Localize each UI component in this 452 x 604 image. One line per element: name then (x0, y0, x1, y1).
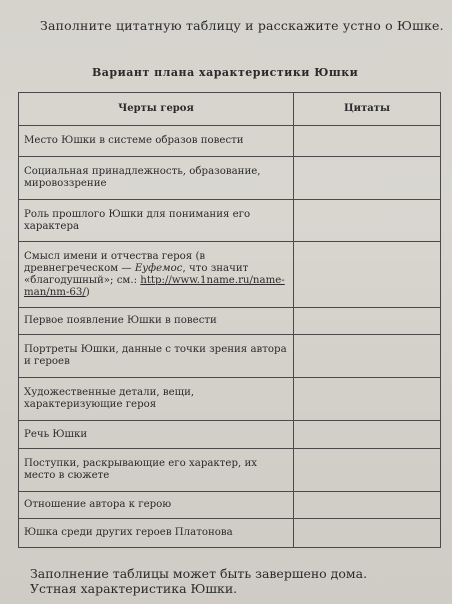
quote-cell[interactable] (294, 449, 441, 492)
trait-cell: Портреты Юшки, данные с точки зрения автора и героев (19, 335, 294, 378)
footer-line: Заполнение таблицы может быть завершено дома. (30, 566, 368, 581)
table-row (19, 157, 441, 200)
table-row (19, 242, 441, 308)
table-header-row (19, 93, 441, 126)
quote-cell[interactable] (294, 200, 441, 242)
table-row (19, 308, 441, 335)
reference-link[interactable]: http://www.1name.ru/name-man/nm-63/ (24, 274, 285, 298)
table-row (19, 421, 441, 449)
trait-cell: Речь Юшки (19, 421, 294, 449)
table-row (19, 449, 441, 492)
table-row (19, 126, 441, 157)
quote-cell[interactable] (294, 242, 441, 308)
greek-name: Еуфемос (134, 262, 183, 274)
trait-cell: Социальная принадлежность, образование, мировоззрение (19, 157, 294, 200)
quote-cell[interactable] (294, 308, 441, 335)
quote-cell[interactable] (294, 335, 441, 378)
quote-cell[interactable] (294, 519, 441, 548)
trait-cell: Место Юшки в системе образов повести (19, 126, 294, 157)
footer-line: Устная характеристика Юшки. (30, 581, 238, 596)
trait-cell: Первое появление Юшки в повести (19, 308, 294, 335)
quote-cell[interactable] (294, 126, 441, 157)
plan-title: Вариант плана характеристики Юшки (92, 66, 359, 79)
trait-text: ) (85, 286, 90, 298)
trait-cell: Поступки, раскрывающие его характер, их место в сюжете (19, 449, 294, 492)
task-instruction: Заполните цитатную таблицу и расскажите устно о Юшке. (40, 18, 444, 33)
table-row (19, 378, 441, 421)
trait-text: Смысл имени и отчества героя (в древнегреческом — (24, 250, 206, 274)
trait-cell (19, 242, 294, 308)
quote-cell[interactable] (294, 492, 441, 519)
footer-note (30, 566, 440, 596)
table-row (19, 335, 441, 378)
quote-cell[interactable] (294, 378, 441, 421)
trait-cell: Художественные детали, вещи, характеризующие героя (19, 378, 294, 421)
header-traits: Черты героя (19, 93, 294, 126)
table-row (19, 492, 441, 519)
trait-cell: Роль прошлого Юшки для понимания его характера (19, 200, 294, 242)
table-row (19, 200, 441, 242)
trait-text: , что значит «благодушный»; см.: (24, 262, 249, 286)
table-row (19, 519, 441, 548)
quote-cell[interactable] (294, 421, 441, 449)
trait-cell: Юшка среди других героев Платонова (19, 519, 294, 548)
trait-cell: Отношение автора к герою (19, 492, 294, 519)
header-quotes: Цитаты (294, 93, 441, 126)
quote-table (18, 92, 441, 548)
quote-cell[interactable] (294, 157, 441, 200)
